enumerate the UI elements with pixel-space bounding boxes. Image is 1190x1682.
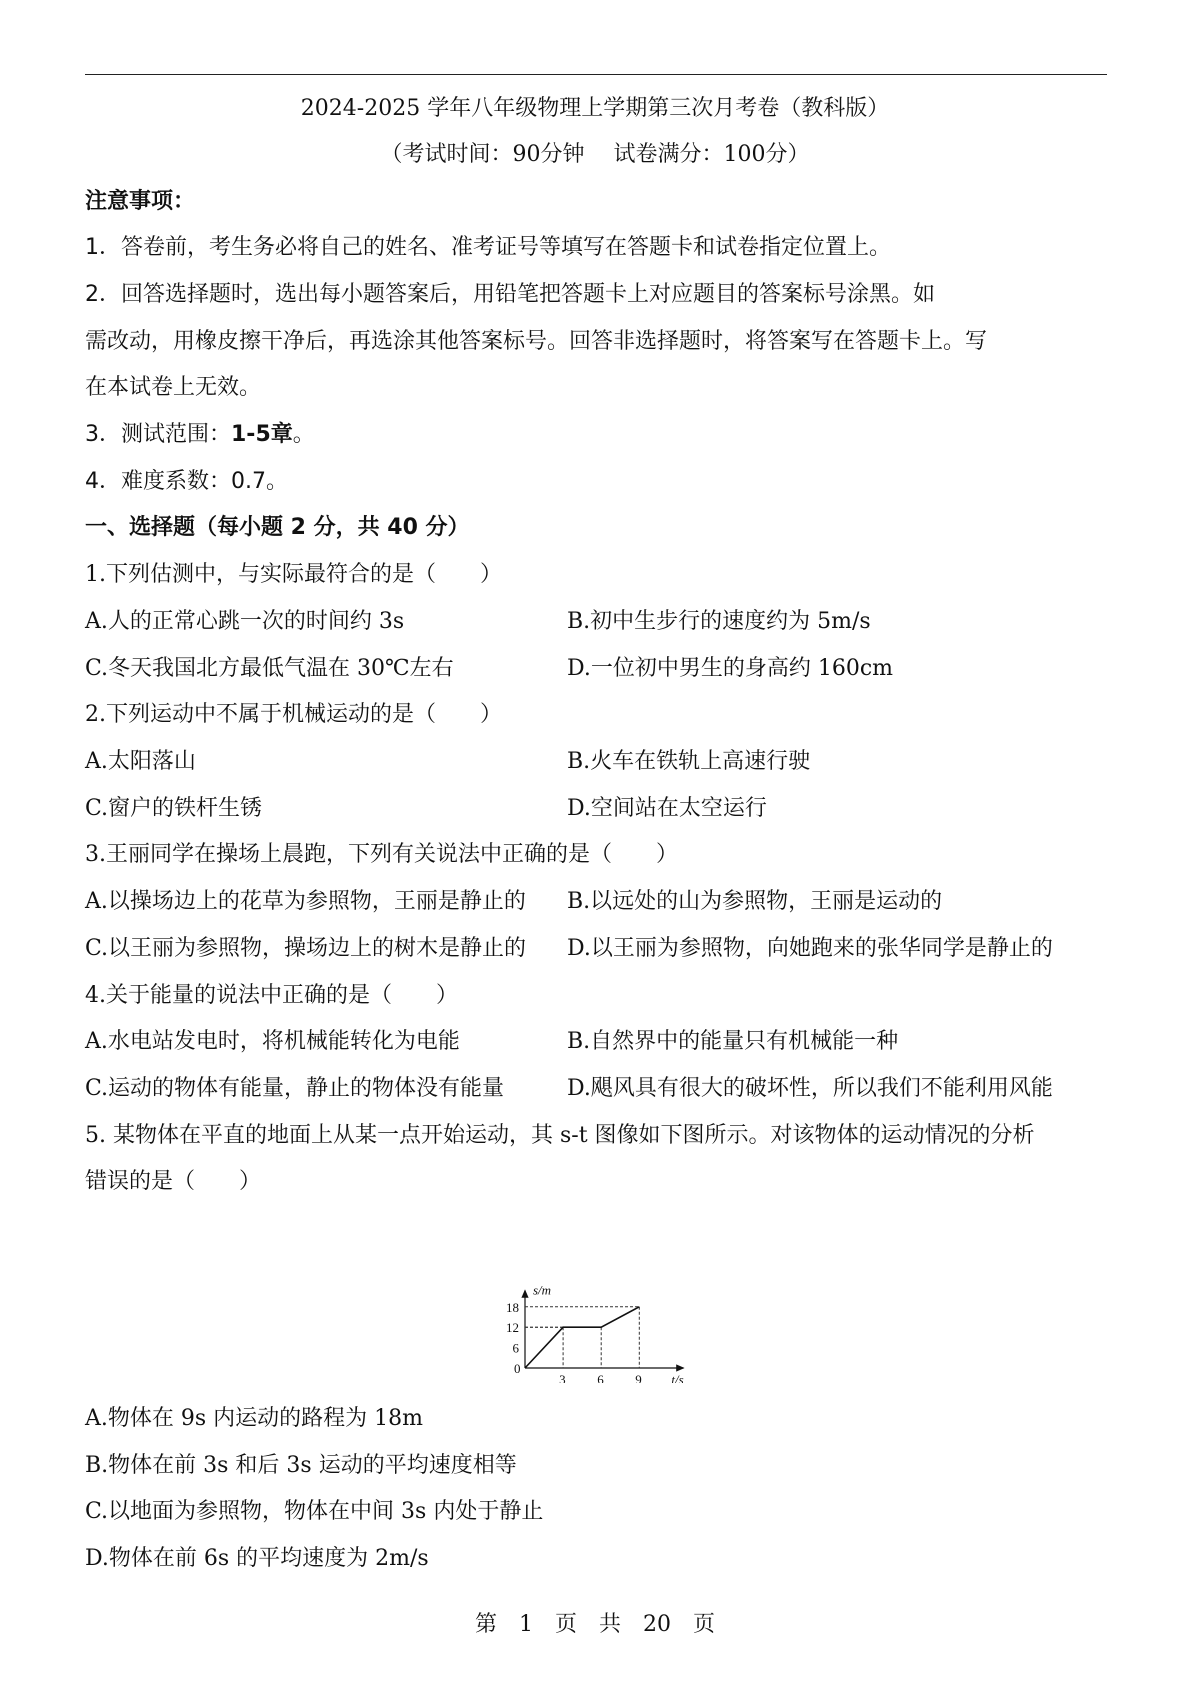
note-3: [85, 420, 315, 450]
x-tick-label: 9: [635, 1372, 642, 1383]
note-2c: 在本试卷上无效。: [85, 375, 262, 400]
question-1-option-a: A.人的正常心跳一次的时间约 3s: [85, 609, 405, 634]
exam-title: 2024-2025 学年八年级物理上学期第三次月考卷（教科版）: [300, 96, 890, 121]
question-3-option-d: D.以王丽为参照物，向她跑来的张华同学是静止的: [567, 936, 1053, 961]
question-5-option-d: D.物体在前 6s 的平均速度为 2m/s: [85, 1546, 429, 1571]
note-4: 4．难度系数：0.7。: [85, 469, 288, 494]
series-line-0: [525, 1307, 639, 1368]
question-5-option-a: A.物体在 9s 内运动的路程为 18m: [85, 1406, 424, 1431]
x-tick-label: 0: [514, 1361, 521, 1376]
question-2-option-a: A.太阳落山: [85, 749, 196, 774]
s-t-graph: [500, 1208, 700, 1383]
question-2-option-b: B.火车在铁轨上高速行驶: [567, 749, 811, 774]
y-tick-label: 12: [506, 1320, 519, 1336]
question-2-option-d: D.空间站在太空运行: [567, 796, 767, 821]
y-tick-label: 18: [506, 1299, 519, 1315]
page-footer: 第 1 页 共 20 页: [475, 1612, 715, 1637]
note-3-scope: 1-5章: [231, 422, 293, 447]
question-5-option-b: B.物体在前 3s 和后 3s 运动的平均速度相等: [85, 1453, 517, 1478]
header-rule: [85, 74, 1107, 75]
x-tick-label: 3: [559, 1372, 566, 1383]
x-tick-label: 6: [597, 1372, 604, 1383]
note-2b: 需改动，用橡皮擦干净后，再选涂其他答案标号。回答非选择题时，将答案写在答题卡上。写: [85, 329, 988, 354]
question-3-stem: 3.王丽同学在操场上晨跑，下列有关说法中正确的是（ ）: [85, 842, 678, 867]
question-1-option-b: B.初中生步行的速度约为 5m/s: [567, 609, 871, 634]
y-axis-label: s/m: [533, 1282, 552, 1298]
question-1-stem: 1.下列估测中，与实际最符合的是（ ）: [85, 562, 502, 587]
note-3-end: 。: [292, 422, 315, 447]
question-5-stem-cont: 错误的是（ ）: [85, 1169, 262, 1194]
question-4-stem: 4.关于能量的说法中正确的是（ ）: [85, 983, 458, 1008]
question-5-stem: 5. 某物体在平直的地面上从某一点开始运动，其 s-t 图像如下图所示。对该物体的运动情况的分析: [85, 1123, 1035, 1148]
section-heading: 一、选择题（每小题 2 分，共 40 分）: [85, 515, 470, 540]
question-5-option-c: C.以地面为参照物，物体在中间 3s 内处于静止: [85, 1499, 544, 1524]
question-2-stem: 2.下列运动中不属于机械运动的是（ ）: [85, 702, 502, 727]
question-4-option-c: C.运动的物体有能量，静止的物体没有能量: [85, 1076, 505, 1101]
y-tick-label: 6: [512, 1340, 519, 1356]
notes-heading: 注意事项：: [85, 189, 196, 214]
note-3-label: 3．测试范围：: [85, 422, 231, 447]
question-3-option-c: C.以王丽为参照物，操场边上的树木是静止的: [85, 936, 527, 961]
question-3-option-a: A.以操场边上的花草为参照物，王丽是静止的: [85, 889, 526, 914]
question-4-option-b: B.自然界中的能量只有机械能一种: [567, 1029, 899, 1054]
x-axis-label: t/s: [671, 1372, 684, 1383]
question-4-option-d: D.飓风具有很大的破坏性，所以我们不能利用风能: [567, 1076, 1053, 1101]
note-1: 1．答卷前，考生务必将自己的姓名、准考证号等填写在答题卡和试卷指定位置上。: [85, 235, 891, 260]
question-4-option-a: A.水电站发电时，将机械能转化为电能: [85, 1029, 460, 1054]
exam-subtitle: （考试时间：90分钟 试卷满分：100分）: [380, 142, 810, 167]
question-1-option-d: D.一位初中男生的身高约 160cm: [567, 656, 894, 681]
question-1-option-c: C.冬天我国北方最低气温在 30℃左右: [85, 656, 454, 681]
question-2-option-c: C.窗户的铁杆生锈: [85, 796, 263, 821]
question-3-option-b: B.以远处的山为参照物，王丽是运动的: [567, 889, 943, 914]
note-2a: 2．回答选择题时，选出每小题答案后，用铅笔把答题卡上对应题目的答案标号涂黑。如: [85, 282, 935, 307]
